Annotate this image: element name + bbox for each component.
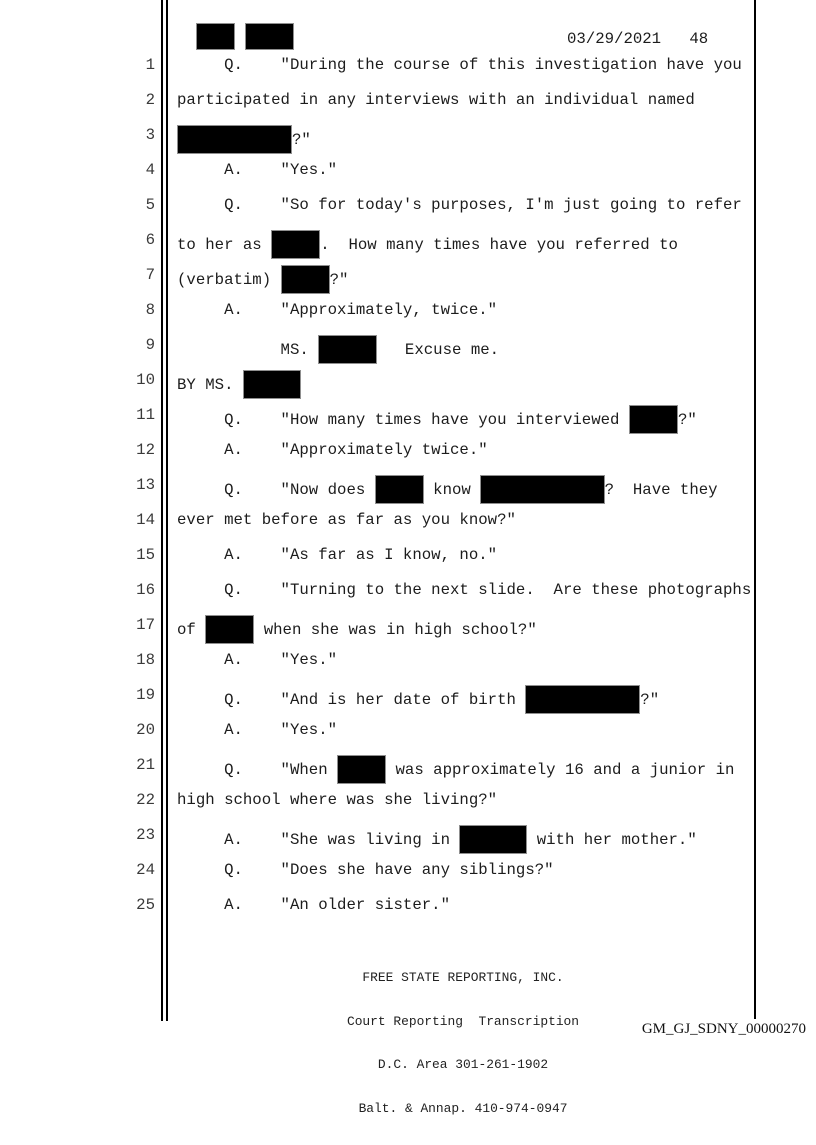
line-number: 13 xyxy=(136,475,155,494)
transcript-line: A. "Yes." xyxy=(177,720,338,739)
line-number: 24 xyxy=(136,860,155,879)
transcript-line: to her as . How many times have you referred to xyxy=(177,230,678,259)
transcript-line: A. "As far as I know, no." xyxy=(177,545,498,564)
redaction-box xyxy=(629,405,678,434)
redaction-box xyxy=(459,825,527,854)
transcript-line: participated in any interviews with an individual named xyxy=(177,90,695,109)
line-number: 11 xyxy=(136,405,155,424)
line-number: 8 xyxy=(145,300,155,319)
line-number: 16 xyxy=(136,580,155,599)
line-number: 3 xyxy=(145,125,155,144)
line-number: 17 xyxy=(136,615,155,634)
footer-phone-balt: Balt. & Annap. 410-974-0947 xyxy=(358,1100,568,1116)
footer-phone-dc: D.C. Area 301-261-1902 xyxy=(377,1057,549,1072)
redaction-box xyxy=(177,125,292,154)
redaction-box xyxy=(318,335,376,364)
line-number: 5 xyxy=(145,195,155,214)
transcript-line: ever met before as far as you know?" xyxy=(177,510,516,529)
line-number: 15 xyxy=(136,545,155,564)
redaction-box xyxy=(243,370,301,399)
line-number: 6 xyxy=(145,230,155,249)
transcript-line: Q. "And is her date of birth ?" xyxy=(177,685,659,714)
redaction-box xyxy=(245,23,294,50)
transcript-line: (verbatim) ?" xyxy=(177,265,348,294)
line-number: 21 xyxy=(136,755,155,774)
transcript-line: Q. "How many times have you interviewed ?" xyxy=(177,405,697,434)
transcript-line: of when she was in high school?" xyxy=(177,615,537,644)
bates-number: GM_GJ_SDNY_00000270 xyxy=(641,1021,806,1037)
redaction-box xyxy=(480,475,604,504)
line-number: 22 xyxy=(136,790,155,809)
redaction-box xyxy=(271,230,320,259)
line-number: 10 xyxy=(136,370,155,389)
line-number: 12 xyxy=(136,440,155,459)
header-line: 03/29/2021 48 xyxy=(177,23,708,50)
right-margin-rule xyxy=(754,0,756,1019)
redaction-box xyxy=(375,475,424,504)
line-number: 19 xyxy=(136,685,155,704)
line-number: 9 xyxy=(145,335,155,354)
transcript-line: A. "Approximately, twice." xyxy=(177,300,498,319)
transcript-line: high school where was she living?" xyxy=(177,790,498,809)
redaction-box xyxy=(281,265,330,294)
transcript-line: A. "Approximately twice." xyxy=(177,440,488,459)
line-number: 18 xyxy=(136,650,155,669)
line-number: 7 xyxy=(145,265,155,284)
footer-service: Court Reporting Transcription xyxy=(346,1013,580,1029)
transcript-line: Q. "Turning to the next slide. Are these photographs xyxy=(177,580,752,599)
transcript-line: A. "An older sister." xyxy=(177,895,451,914)
line-number: 20 xyxy=(136,720,155,739)
transcript-line: Q. "When was approximately 16 and a junior in xyxy=(177,755,734,784)
left-margin-double-rule xyxy=(161,0,168,1021)
transcript-line: MS. Excuse me. xyxy=(177,335,499,364)
line-number: 2 xyxy=(145,90,155,109)
line-number: 23 xyxy=(136,825,155,844)
transcript-line: Q. "During the course of this investigation have you xyxy=(177,55,742,74)
reporter-footer xyxy=(177,942,749,1145)
transcript-line: BY MS. xyxy=(177,370,301,399)
transcript-line: A. "Yes." xyxy=(177,650,338,669)
line-number: 14 xyxy=(136,510,155,529)
transcript-line: A. "Yes." xyxy=(177,160,338,179)
transcript-line: ?" xyxy=(177,125,311,154)
footer-company: FREE STATE REPORTING, INC. xyxy=(362,970,564,985)
redaction-box xyxy=(337,755,386,784)
transcript-line: Q. "Now does know ? Have they xyxy=(177,475,718,504)
redaction-box xyxy=(196,23,236,50)
redaction-box xyxy=(525,685,640,714)
transcript-line: Q. "So for today's purposes, I'm just going to refer xyxy=(177,195,742,214)
line-number: 25 xyxy=(136,895,155,914)
line-number: 1 xyxy=(145,55,155,74)
transcript-line: A. "She was living in with her mother." xyxy=(177,825,697,854)
line-number: 4 xyxy=(145,160,155,179)
redaction-box xyxy=(205,615,254,644)
transcript-line: Q. "Does she have any siblings?" xyxy=(177,860,554,879)
